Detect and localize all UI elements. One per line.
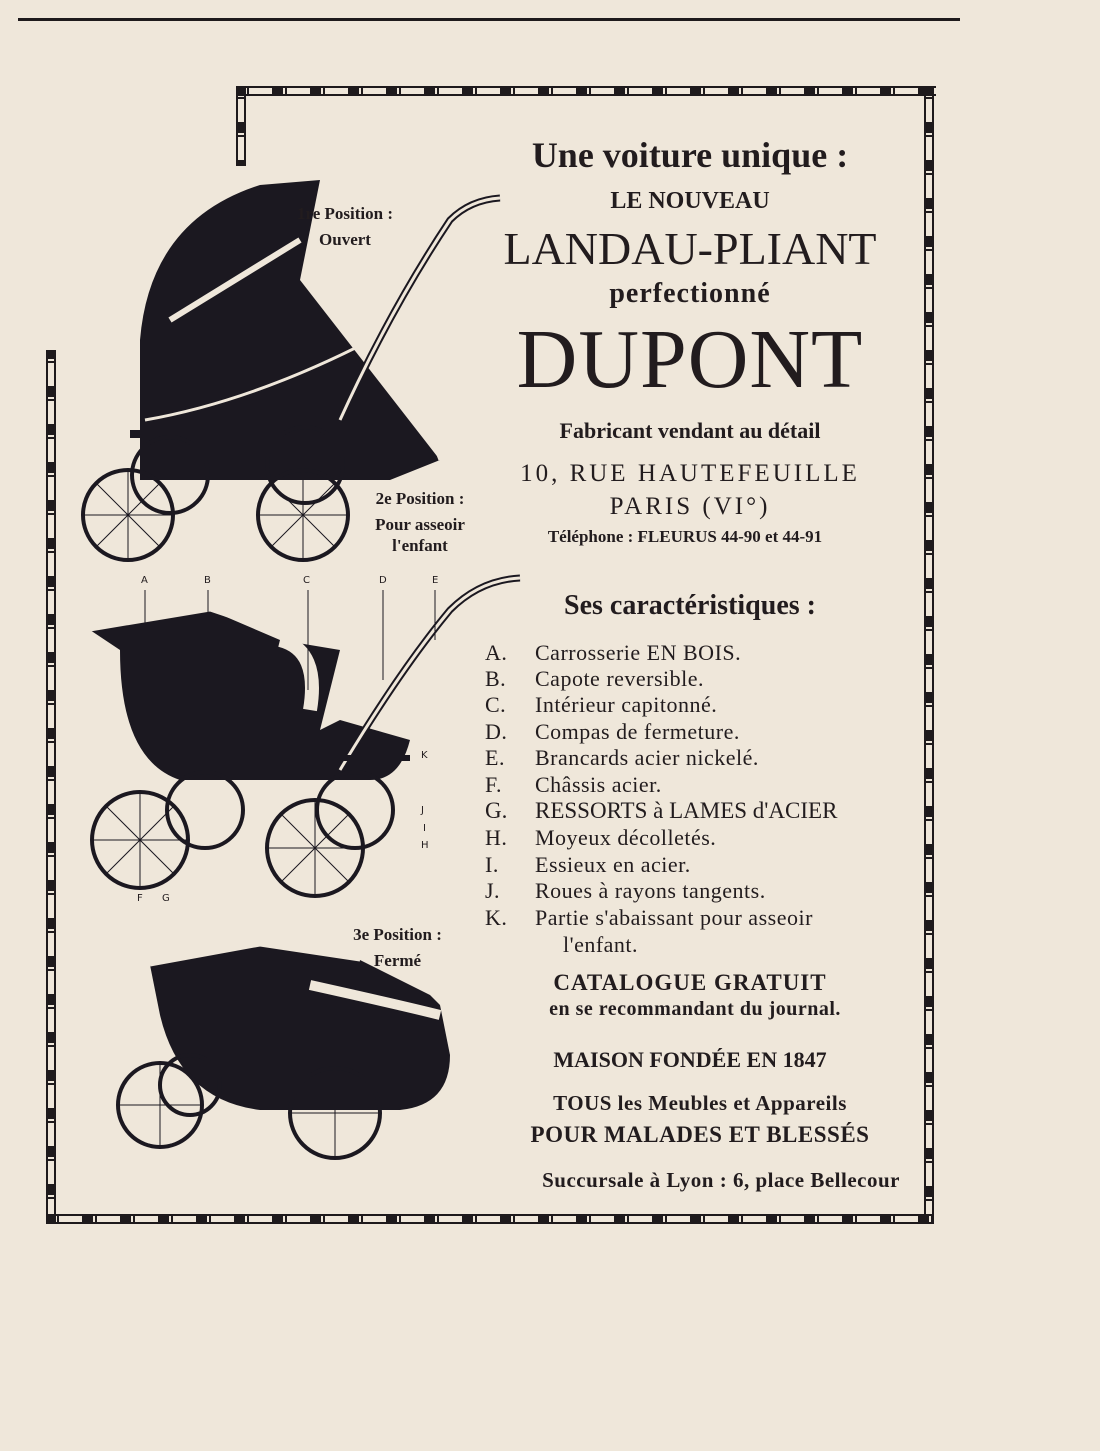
feature-item bbox=[485, 825, 716, 851]
founded: MAISON FONDÉE EN 1847 bbox=[553, 1047, 827, 1072]
diagram-letter-e: E bbox=[432, 575, 439, 586]
feature-text: Moyeux décolletés. bbox=[535, 825, 717, 850]
feature-key: C. bbox=[485, 692, 507, 717]
address: 10, RUE HAUTEFEUILLE bbox=[520, 460, 860, 487]
feature-item bbox=[485, 640, 741, 666]
catalogue-offer: CATALOGUE GRATUIT bbox=[553, 970, 827, 995]
branch-address: Succursale à Lyon : 6, place Bellecour bbox=[542, 1168, 900, 1192]
position-2-desc-2: l'enfant bbox=[392, 535, 448, 555]
feature-text: Partie s'abaissant pour asseoir bbox=[535, 905, 813, 930]
top-rule bbox=[18, 18, 960, 21]
diagram-letter-k: K bbox=[421, 750, 428, 761]
product-name: LANDAU-PLIANT bbox=[503, 223, 877, 274]
position-1-title: 1re Position : bbox=[296, 204, 393, 223]
feature-key: I. bbox=[485, 852, 499, 877]
feature-key: H. bbox=[485, 825, 508, 850]
diagram-letter-i: I bbox=[423, 823, 426, 834]
position-3-title: 3e Position : bbox=[353, 925, 442, 944]
feature-text: Roues à rayons tangents. bbox=[535, 878, 766, 903]
diagram-letter-b: B bbox=[204, 575, 211, 586]
feature-text: Carrosserie EN BOIS. bbox=[535, 640, 742, 665]
diagram-letter-d: D bbox=[379, 575, 387, 586]
feature-key: J. bbox=[485, 878, 501, 903]
city: PARIS (VI°) bbox=[609, 493, 771, 520]
frame-bottom bbox=[46, 1214, 934, 1224]
feature-item bbox=[485, 798, 837, 824]
diagram-letter-a: A bbox=[141, 575, 148, 586]
feature-item bbox=[485, 878, 766, 904]
furniture-line-1: TOUS les Meubles et Appareils bbox=[553, 1091, 847, 1115]
tagline: Fabricant vendant au détail bbox=[559, 418, 821, 443]
diagram-letter-h: H bbox=[421, 840, 429, 851]
diagram-letter-g: G bbox=[162, 893, 170, 904]
feature-item-continued: l'enfant. bbox=[563, 932, 639, 957]
position-3-label bbox=[330, 925, 465, 972]
feature-key: F. bbox=[485, 772, 502, 797]
diagram-letter-c: C bbox=[303, 575, 310, 586]
feature-text: Brancards acier nickelé. bbox=[535, 745, 759, 770]
headline: Une voiture unique : bbox=[531, 135, 849, 175]
feature-text: Compas de fermeture. bbox=[535, 719, 740, 744]
position-1-desc: Ouvert bbox=[319, 230, 371, 250]
feature-text: Essieux en acier. bbox=[535, 852, 691, 877]
diagram-letter-j: J bbox=[421, 805, 424, 816]
features-title: Ses caractéristiques : bbox=[564, 590, 816, 621]
telephone: Téléphone : FLEURUS 44-90 et 44-91 bbox=[547, 527, 823, 546]
position-2-desc-1: Pour asseoir bbox=[375, 515, 465, 535]
feature-key: A. bbox=[485, 640, 508, 665]
frame-top-left-stub bbox=[236, 86, 246, 166]
frame-left bbox=[46, 350, 56, 1224]
position-1-label bbox=[270, 204, 420, 251]
position-3-desc: Fermé bbox=[373, 951, 422, 971]
feature-item bbox=[485, 692, 717, 718]
feature-text: RESSORTS à LAMES d'ACIER bbox=[535, 798, 838, 823]
feature-key: D. bbox=[485, 719, 508, 744]
diagram-letter-f: F bbox=[137, 893, 143, 904]
feature-item bbox=[485, 719, 740, 745]
brand-name: DUPONT bbox=[516, 313, 864, 406]
feature-text: Châssis acier. bbox=[535, 772, 662, 797]
feature-item bbox=[485, 666, 704, 692]
feature-item bbox=[485, 745, 759, 771]
position-2-title: 2e Position : bbox=[375, 489, 465, 508]
feature-key: G. bbox=[485, 798, 508, 823]
feature-text: Intérieur capitonné. bbox=[535, 692, 718, 717]
catalogue-note: en se recommandant du journal. bbox=[549, 998, 841, 1020]
frame-top bbox=[236, 86, 936, 96]
frame-right bbox=[924, 86, 934, 1224]
qualifier: perfectionné bbox=[609, 278, 771, 309]
feature-item bbox=[485, 905, 813, 931]
feature-item bbox=[485, 772, 662, 798]
feature-key: B. bbox=[485, 666, 507, 691]
feature-key: K. bbox=[485, 905, 508, 930]
feature-text: Capote reversible. bbox=[535, 666, 705, 691]
feature-key: E. bbox=[485, 745, 505, 770]
furniture-line-2: POUR MALADES ET BLESSÉS bbox=[530, 1122, 870, 1147]
subtitle: LE NOUVEAU bbox=[610, 188, 770, 214]
feature-item bbox=[485, 852, 691, 878]
